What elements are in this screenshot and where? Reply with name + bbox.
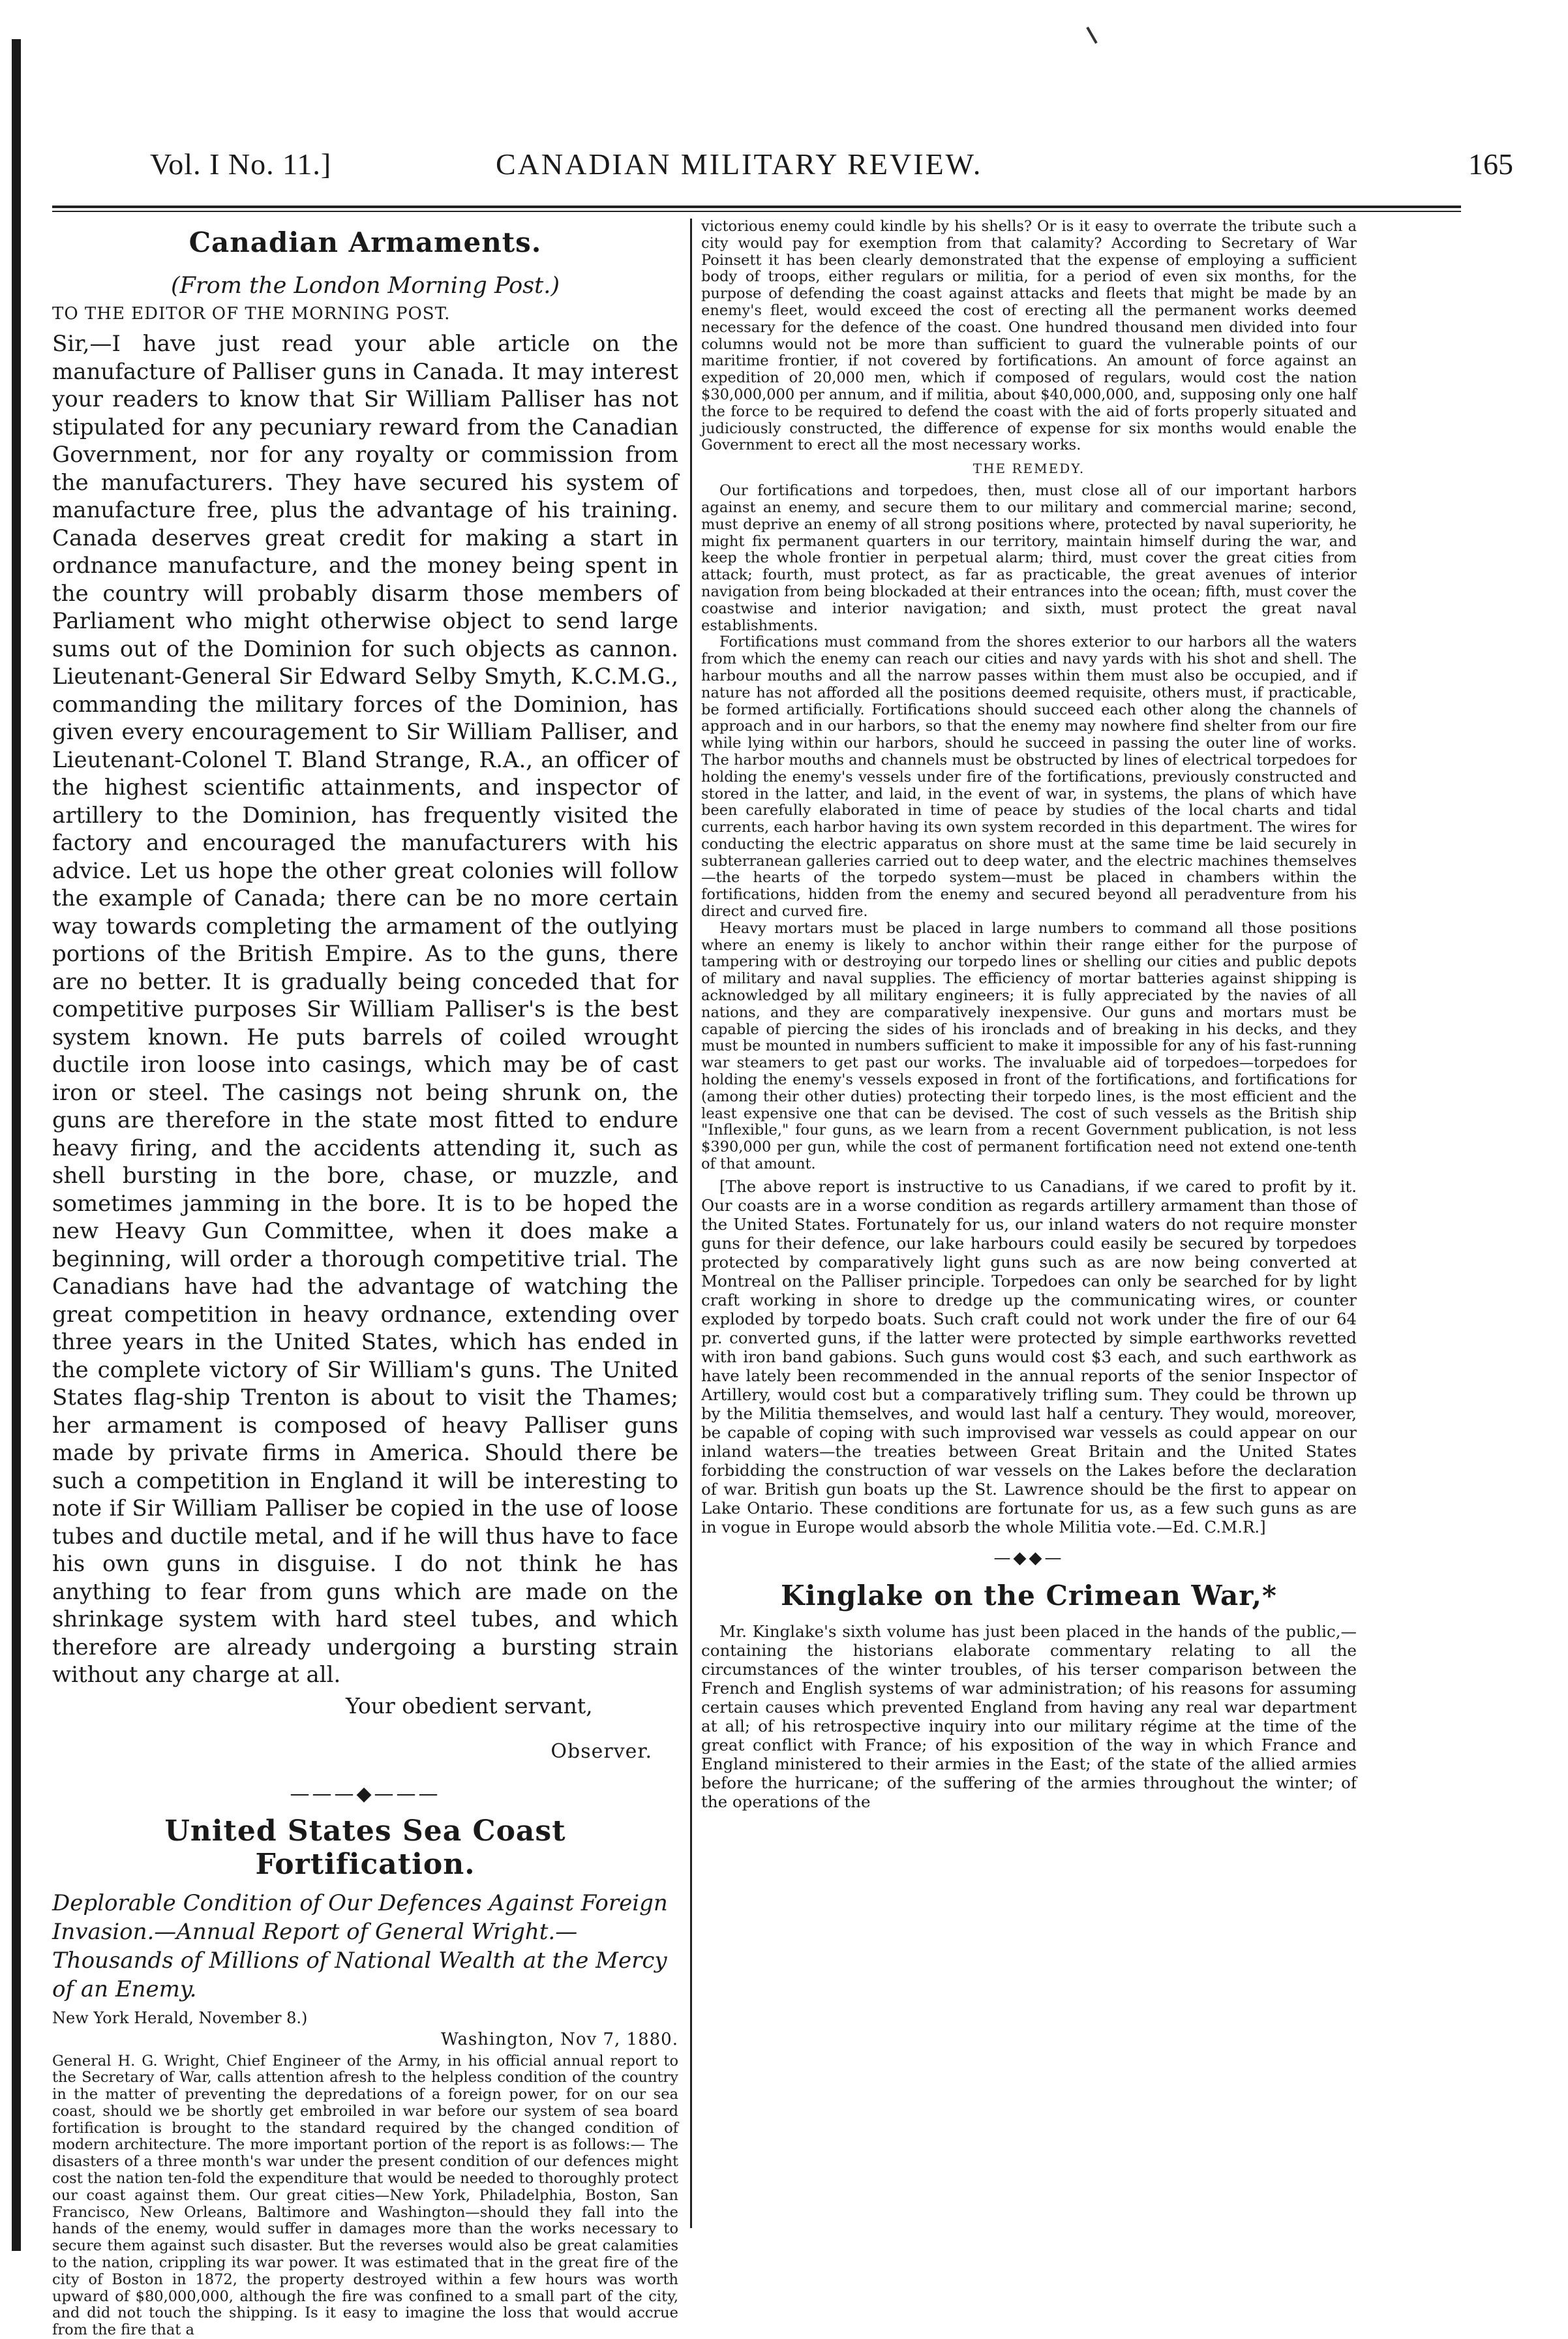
remedy-heading: THE REMEDY.: [701, 461, 1357, 476]
header-rule-thin: [52, 211, 1461, 212]
letter-signature: Observer.: [52, 1740, 652, 1763]
section-divider-ornament: ———◆———: [52, 1782, 678, 1805]
journal-title: CANADIAN MILITARY REVIEW.: [496, 147, 982, 181]
binding-edge-rule: [12, 39, 21, 2251]
article-title-sea-coast: United States Sea Coast Fortification.: [52, 1814, 678, 1881]
sea-coast-body-right: victorious enemy could kindle by his shells? Or is it easy to overrate the tribute such a city would pay for exemption from that calamity? According to Secretary of War Poinsett it has been clearly demonstrated that the expense of employing a sufficient body of troops, either regulars or militia, for a period of even six months, for the purpose of defending the coast against attacks and fleets that might be made by an enemy's fleet, would exceed the cost of erecting all the permanent works deemed necessary for the defence of the coast. One hundred thousand men divided into four columns would not be more than sufficient to guard the vulnerable points of our maritime frontier, if not covered by fortifications. An amount of force against an expedition of 20,000 men, which if composed of regulars, would cost the nation $30,000,000 per annum, and if militia, about $40,000,000, and, supposing only one half the force to be required to defend the coast with the aid of forts properly situated and judiciously constructed, the difference of expense for six months would enable the Government to erect all the most necessary works.: [701, 219, 1357, 454]
running-head: [150, 147, 1513, 192]
dateline: Washington, Nov 7, 1880.: [52, 2030, 678, 2049]
section-divider-ornament-2: —◆◆—: [701, 1548, 1357, 1568]
page-number: 165: [1468, 147, 1513, 181]
article-source-herald: New York Herald, November 8.): [52, 2009, 307, 2027]
remedy-paragraph-3: Heavy mortars must be placed in large numbers to command all those positions where an enemy is likely to anchor within their range either for the purpose of tampering with or destroying our torpedo lines or shelling our cities and public depots of military and naval supplies. The efficiency of mortar batteries against shipping is acknowledged by all military engineers; it is fully appreciated by the navies of all nations, and they are comparatively inexpensive. Our guns and mortars must be capable of piercing the sides of his ironclads and of breaking in his decks, and they must be mounted in numbers sufficient to make it impossible for any of his fast-running war steamers to get past our works. The invaluable aid of torpedoes—torpedoes for holding the enemy's vessels exposed in front of the fortifications, and fortifications for (among their other duties) protecting their torpedo lines, is the most efficient and the least expensive one that can be devised. The cost of such vessels as the British ship "Inflexible," four guns, as we learn from a recent Government publication, is not less $390,000 per gun, while the cost of permanent fortification need not extend one-tenth of that amount.: [701, 921, 1357, 1173]
article-title-canadian-armaments: Canadian Armaments.: [52, 226, 678, 258]
article-title-kinglake: Kinglake on the Crimean War,*: [701, 1580, 1357, 1612]
remedy-paragraph-1: Our fortifications and torpedoes, then, must close all of our important harbors against an enemy, and secure them to our military and commercial marine; second, must deprive an enemy of all strong positions where, protected by naval superiority, he might fix permanent quarters in our territory, maintain himself during the war, and keep the whole frontier in perpetual alarm; third, must cover the great cities from attack; fourth, must protect, as far as practicable, the great avenues of interior navigation from being blockaded at their entrances into the ocean; fifth, must cover the coastwise and interior navigation; and sixth, must protect the great naval establishments.: [701, 483, 1357, 634]
header-rule: [52, 206, 1461, 208]
article-subtitle-sea-coast: Deplorable Condition of Our Defences Against Foreign Invasion.—Annual Report of General Wright.—Thousands of Millions of National Wealth at the Mercy of an Enemy.: [52, 1889, 678, 2004]
letter-body: Sir,—I have just read your able article on the manufacture of Palliser guns in Canada. It may interest your readers to know that Sir William Palliser has not stipulated for any pecuniary reward from the Canadian Government, nor for any royalty or commission from the manufacturers. They have secured his system of manufacture free, plus the advantage of his training. Canada deserves great credit for making a start in ordnance manufacture, and the money being spent in the country will probably disarm those members of Parliament who might otherwise object to send large sums out of the Dominion for such objects as cannon. Lieutenant-General Sir Edward Selby Smyth, K.C.M.G., commanding the military forces of the Dominion, has given every encouragement to Sir William Palliser, and Lieutenant-Colonel T. Bland Strange, R.A., an officer of the highest scientific attainments, and inspector of artillery to the Dominion, has frequently visited the factory and encouraged the manufacturers with his advice. Let us hope the other great colonies will follow the example of Canada; there can be no more certain way towards completing the armament of the outlying portions of the British Empire. As to the guns, there are no better. It is gradually being conceded that for competitive purposes Sir William Palliser's is the best system known. He puts barrels of coiled wrought ductile iron loose into casings, which may be of cast iron or steel. The casings not being shrunk on, the guns are therefore in the state most fitted to endure heavy firing, and the accidents attending it, such as shell bursting in the bore, chase, or muzzle, and sometimes jamming in the bore. It is to be hoped the new Heavy Gun Committee, when it does make a beginning, will order a thorough competitive trial. The Canadians have had the advantage of watching the great competition in heavy ordnance, extending over three years in the United States, which has ended in the complete victory of Sir William's guns. The United States flag-ship Trenton is about to visit the Thames; her armament is composed of heavy Palliser guns made by private firms in America. Should there be such a competition in England it will be interesting to note if Sir William Palliser be copied in the use of loose tubes and ductile metal, and if he will thus have to face his own guns in disguise. I do not think he has anything to fear from guns which are made on the shrinkage system with hard steel tubes, and which therefore are already undergoing a bursting strain without any charge at all.: [52, 330, 678, 1689]
remedy-paragraph-2: Fortifications must command from the shores exterior to our harbors all the waters from which the enemy can reach our cities and navy yards with his shot and shell. The harbour mouths and all the narrow passes within them must also be occupied, and if nature has not afforded all the positions deemed requisite, others must, if practicable, be formed artificially. Fortifications should succeed each other along the channels of approach and in our harbors, so that the enemy may nowhere find shelter from our fire while lying within our harbors, should he succeed in passing the outer line of works. The harbor mouths and channels must be obstructed by lines of electrical torpedoes for holding the enemy's vessels under fire of the fortifications, previously constructed and stored in the latter, and laid, in the event of war, in systems, the plans of which have been carefully elaborated in time of peace by studies of the local charts and tidal currents, each harbor having its own system recorded in this department. The wires for conducting the electric apparatus on shore must at the same time be laid securely in subterranean galleries carried out to deep water, and the electric machines themselves—the hearts of the torpedo system—must be placed in chambers within the fortifications, hidden from the enemy and secured beyond all peradventure from his direct and curved fire.: [701, 634, 1357, 921]
right-column: [701, 219, 1357, 2241]
dateline-row: [52, 2009, 678, 2027]
to-editor-line: TO THE EDITOR OF THE MORNING POST.: [52, 304, 678, 324]
sea-coast-body-left: General H. G. Wright, Chief Engineer of the Army, in his official annual report to the Secretary of War, calls attention afresh to the helpless condition of the country in the matter of preventing the depredations of a foreign power, for on our sea coast, should we be shortly get embroiled in war before our system of sea board fortification is brought to the standard required by the changed condition of modern architecture. The more important portion of the report is as follows:— The disasters of a three month's war under the present condition of our defences might cost the nation ten-fold the expenditure that would be needed to thoroughly protect our coast against them. Our great cities—New York, Philadelphia, Boston, San Francisco, New Orleans, Baltimore and Washington—should they fall into the hands of the enemy, would suffer in damages more than the works necessary to secure them against such disaster. But the reverses would also be great calamities to the nation, crippling its war power. It was estimated that in the great fire of the city of Boston in 1872, the property destroyed within a few hours was worth upward of $80,000,000, although the fire was confined to a small part of the city, and did not touch the shipping. Is it easy to imagine the loss that would accrue from the fire that a: [52, 2053, 678, 2339]
column-divider: [690, 219, 692, 2228]
stray-mark: [1086, 27, 1097, 44]
kinglake-body: Mr. Kinglake's sixth volume has just been placed in the hands of the public,—containing the historians elaborate commentary relating to all the circumstances of the winter troubles, of his terser comparison between the French and English systems of war administration; of his reasons for assuming certain causes which prevented England from having any real war department at all; of his retrospective inquiry into our military régime at the time of the great conflict with France; of his exposition of the way in which France and England ministered to their armies in the East; of the state of the allied armies before the hurricane; of the suffering of the armies throughout the winter; of the operations of the: [701, 1622, 1357, 1811]
article-source: (From the London Morning Post.): [52, 273, 678, 299]
left-column: [52, 219, 678, 2241]
letter-signoff: Your obedient servant,: [346, 1693, 678, 1719]
editor-note: [The above report is instructive to us Canadians, if we cared to profit by it. Our coasts are in a worse condition as regards artillery armament than those of the United States. Fortunately for us, our inland waters do not require monster guns for their defence, our lake harbours could easily be secured by torpedoes protected by comparatively light guns such as are now being converted at Montreal on the Palliser principle. Torpedoes can only be searched for by light craft working in shore to dredge up the communicating wires, or counter exploded by torpedo boats. Such craft could not work under the fire of our 64 pr. converted guns, if the latter were protected by simple earthworks revetted with iron band gabions. Such guns would cost $3 each, and such earthwork as have lately been recommended in the annual reports of the senior Inspector of Artillery, would cost but a comparatively trifling sum. They could be thrown up by the Militia themselves, and would last half a century. They would, moreover, be capable of coping with such improvised war vessels as could appear on our inland waters—the treaties between Great Britain and the United States forbidding the construction of war vessels on the Lakes before the declaration of war. British gun boats up the St. Lawrence should be the first to appear on Lake Ontario. These conditions are fortunate for us, as a few such guns as are in vogue in Europe would absorb the whole Militia vote.—Ed. C.M.R.]: [701, 1177, 1357, 1536]
volume-number: Vol. I No. 11.]: [150, 147, 331, 181]
